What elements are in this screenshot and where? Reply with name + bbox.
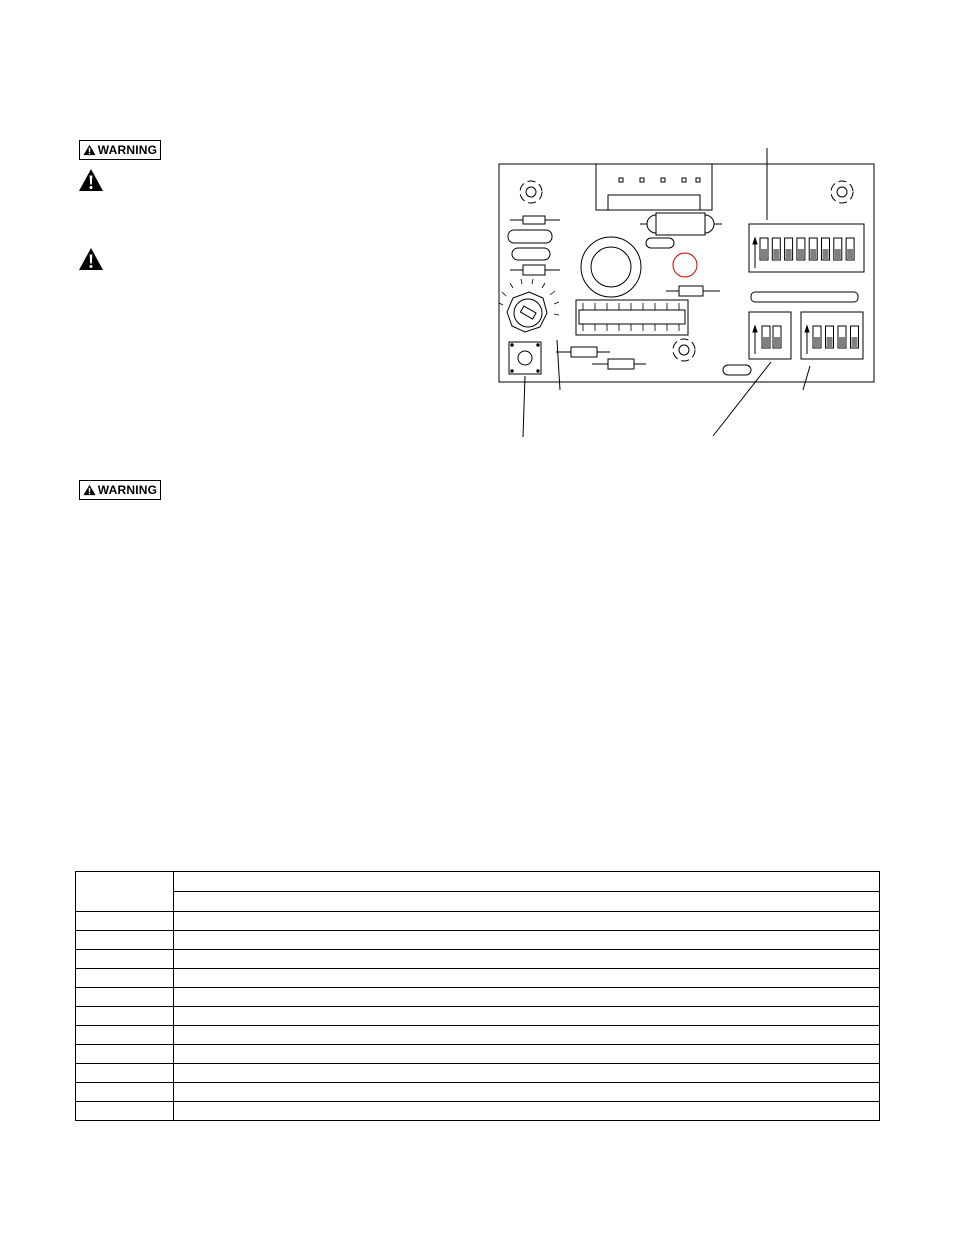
mounting-hole [520,181,542,203]
push-button-icon [509,342,541,374]
dip-switch-knob [814,337,820,347]
table-row [76,1026,880,1045]
table-cell [76,988,174,1007]
dip-switch-knob [839,337,845,347]
table-header-cell [76,872,174,912]
resistor [679,286,703,296]
table-cell [174,950,880,969]
warning-triangle-icon [78,247,104,271]
warning-triangle-icon [83,144,96,156]
dip-switch-knob [835,249,841,259]
dip-switch-knob [852,337,858,347]
table-row [76,950,880,969]
table-row [76,988,880,1007]
table-cell [174,1064,880,1083]
ic-chip-icon [576,300,688,335]
dip-switch-knob [763,337,769,347]
table-cell [174,1007,880,1026]
callout-line [803,366,810,390]
warning-badge [79,480,161,500]
table-cell [76,950,174,969]
warning-badge [79,140,161,160]
table-cell [76,1007,174,1026]
table-cell [174,1083,880,1102]
table-header-cell [174,872,880,892]
diode [656,213,705,235]
table-row [76,1007,880,1026]
table-cell [174,969,880,988]
dip-switch-knob [774,337,780,347]
table-header-row [76,872,880,892]
table-cell [76,1102,174,1121]
table-cell [174,1102,880,1121]
table-cell [76,1026,174,1045]
table-cell [76,931,174,950]
table-row [76,931,880,950]
warning-triangle-icon [78,168,104,192]
callout-line [713,362,771,436]
led-icon [673,253,697,277]
resistor [608,359,634,369]
warning-label: WARNING [97,143,158,157]
warning-label: WARNING [97,483,158,497]
resistor [523,265,545,275]
settings-table [75,871,880,1121]
table-cell [76,1083,174,1102]
table-cell [76,1064,174,1083]
potentiometer-icon [499,279,559,332]
connector-block [596,164,712,210]
resistor [571,347,597,357]
table-cell [174,912,880,931]
table-cell [76,969,174,988]
table-row [76,1045,880,1064]
table-cell [174,1045,880,1064]
callout-line [523,376,525,437]
resistor [523,216,545,224]
table-row [76,1083,880,1102]
dip-switch-knob [798,249,804,259]
table-row [76,1064,880,1083]
table-header-cell [174,892,880,912]
table-row [76,912,880,931]
table-header-row [76,892,880,912]
table-row [76,1102,880,1121]
table-cell [76,1045,174,1064]
dip-switch-knob [827,337,833,347]
dip-switch-knob [761,249,767,259]
table-cell [76,912,174,931]
dip-switch-knob [823,249,829,259]
table-cell [174,931,880,950]
table-cell [174,988,880,1007]
dip-switch-knob [847,249,853,259]
table-row [76,969,880,988]
circuit-board-diagram [470,140,890,440]
dip-switch-knob [773,249,779,259]
capacitor [581,237,641,297]
dip-switch-knob [810,249,816,259]
dip-switch-knob [786,249,792,259]
table-cell [174,1026,880,1045]
board-outline [499,164,874,382]
warning-triangle-icon [83,484,96,496]
